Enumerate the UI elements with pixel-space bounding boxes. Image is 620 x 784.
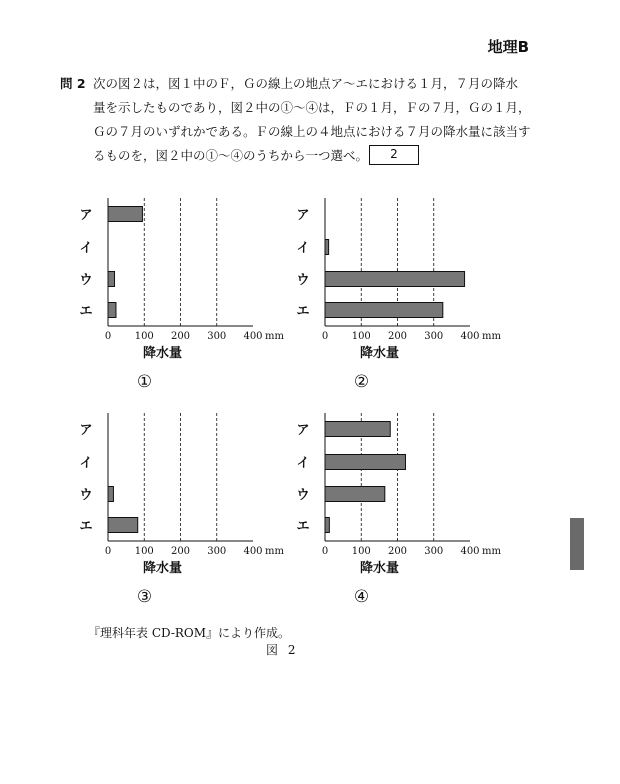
chart-3-unit-label: mm (265, 546, 284, 557)
chart-2-panel-label: ② (353, 372, 370, 392)
chart-1-tick-label: 400 (243, 331, 263, 342)
figure-caption: 図 2 (266, 643, 299, 657)
chart-2-bar (325, 303, 443, 318)
question-number: 問 2 (60, 76, 86, 91)
chart-3-tick-label: 0 (104, 546, 112, 557)
chart-3-category-label: イ (79, 456, 93, 471)
chart-2-tick-label: 0 (321, 331, 329, 342)
chart-4-bar (325, 487, 385, 502)
chart-1-unit-label: mm (265, 331, 284, 342)
chart-1-bar (108, 207, 142, 222)
chart-2-category-label: エ (296, 304, 310, 319)
chart-2-x-axis-label: 降水量 (359, 346, 400, 361)
chart-2-tick-label: 300 (424, 331, 444, 342)
chart-2-unit-label: mm (482, 331, 501, 342)
chart-4-tick-label: 200 (387, 546, 408, 557)
chart-3-x-axis-label: 降水量 (142, 561, 183, 576)
chart-1-category-label: ウ (79, 273, 93, 288)
chart-1-category-label: エ (79, 304, 93, 319)
chart-2-category-label: ア (296, 208, 310, 223)
chart-1-bar (108, 272, 115, 287)
chart-4-bar (325, 518, 329, 533)
chart-4-tick-label: 100 (351, 546, 371, 557)
chart-1-category-label: ア (79, 208, 93, 223)
chart-1-panel-label: ① (136, 372, 153, 392)
chart-2-category-label: イ (296, 241, 310, 256)
chart-4-bar (325, 455, 405, 470)
chart-4-category-label: エ (296, 519, 310, 534)
chart-4-category-label: ア (296, 423, 310, 438)
chart-1-tick-label: 100 (134, 331, 154, 342)
chart-4-unit-label: mm (482, 546, 501, 557)
chart-3-tick-label: 300 (207, 546, 227, 557)
chart-4-category-label: イ (296, 456, 310, 471)
chart-4-category-label: ウ (296, 488, 310, 503)
chart-2-bar (325, 240, 329, 255)
source-note: 『理科年表 CD-ROM』により作成。 (88, 626, 291, 640)
chart-1-tick-label: 200 (170, 331, 191, 342)
chart-4-x-axis-label: 降水量 (359, 561, 400, 576)
chart-4-bar (325, 422, 390, 437)
chart-3-bar (108, 487, 113, 502)
chart-3-bar (108, 518, 138, 533)
chart-4-panel-label: ④ (353, 587, 370, 607)
chart-4-tick-label: 300 (424, 546, 444, 557)
question-line-4: るものを，図２中の①～④のうちから一つ選べ。 (93, 148, 369, 163)
chart-3-panel-label: ③ (136, 587, 153, 607)
chart-3-tick-label: 400 (243, 546, 263, 557)
question-line-3: Ｇの７月のいずれかである。Ｆの線上の４地点における７月の降水量に該当す (93, 124, 531, 139)
side-index-tab (570, 518, 584, 570)
chart-2-tick-label: 200 (387, 331, 408, 342)
chart-1-bar (108, 303, 116, 318)
chart-3-category-label: エ (79, 519, 93, 534)
subject-title: 地理B (487, 38, 529, 56)
chart-3-category-label: ウ (79, 488, 93, 503)
chart-4-tick-label: 0 (321, 546, 329, 557)
chart-2-tick-label: 400 (460, 331, 480, 342)
chart-1-category-label: イ (79, 241, 93, 256)
chart-2-tick-label: 100 (351, 331, 371, 342)
chart-1-tick-label: 0 (104, 331, 112, 342)
chart-3-tick-label: 200 (170, 546, 191, 557)
chart-1-x-axis-label: 降水量 (142, 346, 183, 361)
chart-1-tick-label: 300 (207, 331, 227, 342)
question-line-1: 次の図２は，図１中のＦ，Ｇの線上の地点ア～エにおける１月，７月の降水 (93, 76, 519, 91)
chart-3-category-label: ア (79, 423, 93, 438)
question-line-2: 量を示したものであり，図２中の①～④は，Ｆの１月，Ｆの７月，Ｇの１月， (93, 100, 531, 115)
answer-number-box: 2 (369, 145, 419, 165)
chart-2-category-label: ウ (296, 273, 310, 288)
chart-2-bar (325, 272, 465, 287)
chart-3-tick-label: 100 (134, 546, 154, 557)
chart-4-tick-label: 400 (460, 546, 480, 557)
